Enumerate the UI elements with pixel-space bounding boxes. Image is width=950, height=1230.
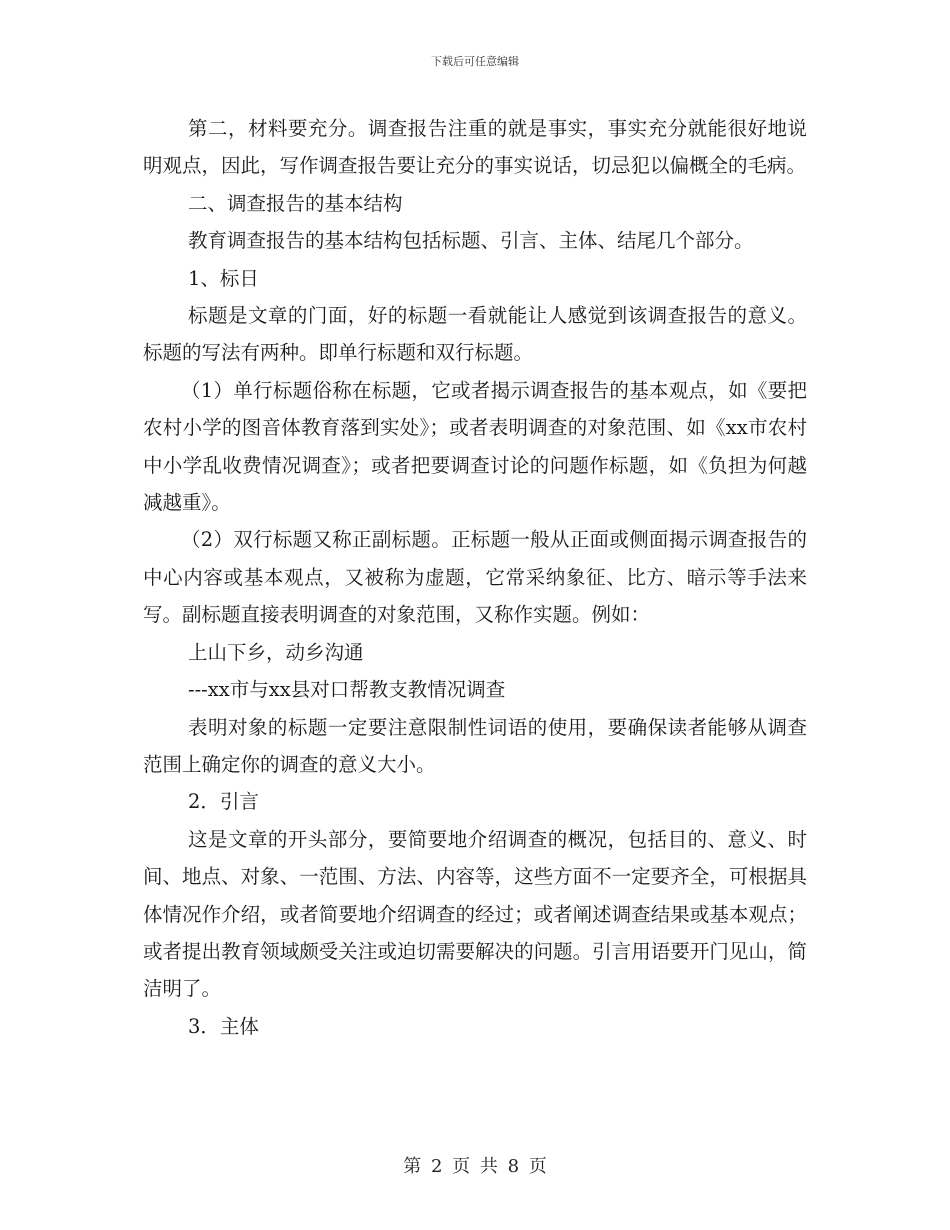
paragraph: （2）双行标题又称正副标题。正标题一般从正面或侧面揭示调查报告的中心内容或基本观点，又被称为虚题，它常采纳象征、比方、暗示等手法来写。副标题直接表明调查的对象范围，又称作实题。例如： xyxy=(143,528,807,627)
paragraph: 表明对象的标题一定要注意限制性词语的使用，要确保读者能够从调查范围上确定你的调查的意义大小。 xyxy=(143,715,807,776)
subsection-heading: 1、标日 xyxy=(188,266,259,290)
subsection-heading: 2．引言 xyxy=(188,790,259,814)
document-body xyxy=(143,110,807,1045)
example-title: 上山下乡，动乡沟通 xyxy=(188,640,364,664)
paragraph: 标题是文章的门面，好的标题一看就能让人感觉到该调查报告的意义。标题的写法有两种。即单行标题和双行标题。 xyxy=(143,304,807,365)
paragraph: 第二，材料要充分。调查报告注重的就是事实，事实充分就能很好地说明观点，因此，写作调查报告要让充分的事实说话，切忌犯以偏概全的毛病。 xyxy=(143,117,807,178)
section-heading: 二、调查报告的基本结构 xyxy=(188,191,403,215)
paragraph: 这是文章的开头部分，要简要地介绍调查的概况，包括目的、意义、时间、地点、对象、一范围、方法、内容等，这些方面不一定要齐全，可根据具体情况作介绍，或者简要地介绍调查的经过；或者阐述调查结果或基本观点；或者提出教育领域颇受关注或迫切需要解决的问题。引言用语要开门见山，简洁明了。 xyxy=(143,827,807,1001)
page-number: 第 2 页 共 8 页 xyxy=(403,1156,547,1177)
paragraph: 教育调查报告的基本结构包括标题、引言、主体、结尾几个部分。 xyxy=(188,229,754,253)
example-subtitle: ---xx市与xx县对口帮教支教情况调查 xyxy=(188,678,506,702)
subsection-heading: 3．主体 xyxy=(188,1014,259,1038)
page-header-note: 下载后可任意编辑 xyxy=(431,55,519,68)
paragraph: （1）单行标题俗称在标题，它或者揭示调查报告的基本观点，如《要把农村小学的图音体教育落到实处》；或者表明调查的对象范围、如《xx市农村中小学乱收费情况调查》；或者把要调查讨论的问题作标题，如《负担为何越减越重》。 xyxy=(143,378,807,515)
